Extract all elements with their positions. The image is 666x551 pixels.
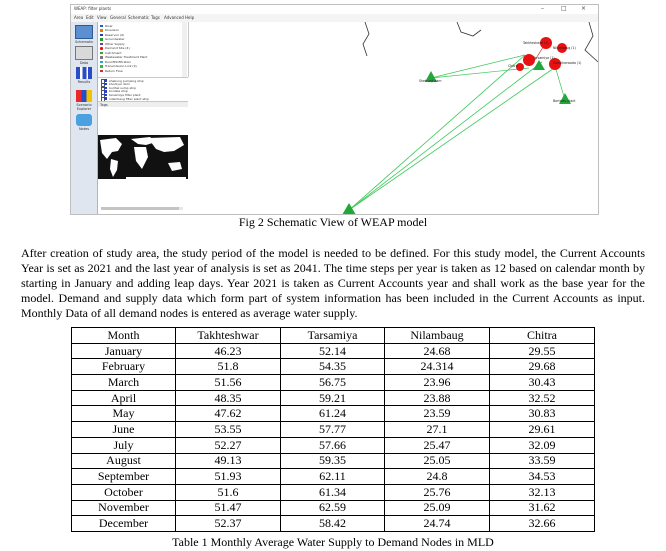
cell-month: December: [72, 516, 176, 532]
catchment-icon: [100, 52, 103, 55]
data-view-icon: [75, 46, 93, 60]
transmission-link-line: [349, 62, 542, 210]
map-label-kumbharwada: Kumbharwada (1): [553, 61, 582, 65]
layer-icon: [104, 87, 107, 89]
layer-icon: [104, 79, 107, 81]
layer-icon: [104, 90, 107, 92]
cell-value: 58.42: [281, 516, 385, 532]
runoff-icon: [100, 61, 103, 64]
notes-view-icon: [76, 114, 92, 126]
river-icon: [100, 25, 103, 28]
cell-value: 46.23: [176, 343, 281, 359]
transmission-link-icon: [100, 65, 103, 68]
schematic-drawing: [189, 22, 598, 214]
cell-value: 29.55: [490, 343, 595, 359]
table-row: [72, 422, 595, 438]
cell-value: 51.93: [176, 469, 281, 485]
table-row: [72, 484, 595, 500]
menu-help[interactable]: Help: [185, 15, 195, 20]
header-takhteshwar: Takhteshwar: [176, 328, 281, 344]
map-label-nilambaug: Nilambaug (1): [553, 46, 576, 50]
minimize-icon[interactable]: –: [541, 5, 544, 12]
cell-value: 30.83: [490, 406, 595, 422]
menu-area[interactable]: Area: [74, 15, 84, 20]
table-row: [72, 375, 595, 391]
results-view-icon: [76, 67, 92, 79]
header-month: Month: [72, 328, 176, 344]
cell-value: 25.47: [385, 437, 490, 453]
cell-value: 32.09: [490, 437, 595, 453]
cell-value: 62.11: [281, 469, 385, 485]
figure-caption: Fig 2 Schematic View of WEAP model: [238, 215, 428, 229]
weap-schematic-screenshot: [70, 4, 599, 215]
cell-value: 61.24: [281, 406, 385, 422]
area-boundary: [363, 22, 369, 56]
cell-value: 33.59: [490, 453, 595, 469]
transmission-link-line: [431, 68, 529, 78]
cell-month: January: [72, 343, 176, 359]
layers-list: shebung pumping stnp khodiyar dam budhel sump stnp borilala stnp tarsamiya filter plant nilambaug filter plant stnp: [98, 77, 188, 102]
menu-schematic[interactable]: Schematic: [128, 15, 149, 20]
table-row: [72, 359, 595, 375]
cell-value: 23.59: [385, 406, 490, 422]
weap-title-bar: [71, 5, 598, 14]
transmission-link-line: [349, 66, 557, 210]
area-boundary: [585, 22, 598, 62]
cell-value: 57.77: [281, 422, 385, 438]
cell-value: 25.09: [385, 500, 490, 516]
continent-antarctica: [126, 177, 186, 179]
overview-scrollbar[interactable]: [101, 207, 183, 210]
demand-site-icon: [100, 47, 103, 50]
cell-value: 47.62: [176, 406, 281, 422]
cell-value: 48.35: [176, 390, 281, 406]
map-label-bortalav: Bortalav plant: [553, 99, 576, 103]
cell-value: 32.13: [490, 484, 595, 500]
map-label-tarsamiya: Tarsamiya (1): [533, 56, 555, 60]
view-notes[interactable]: Notes: [75, 114, 93, 131]
cell-value: 24.8: [385, 469, 490, 485]
supply-node-bottom[interactable]: [342, 203, 356, 214]
table-row: [72, 516, 595, 532]
cell-month: October: [72, 484, 176, 500]
legend-scrollbar[interactable]: [182, 22, 187, 77]
diversion-icon: [100, 29, 103, 32]
cell-value: 57.66: [281, 437, 385, 453]
cell-month: November: [72, 500, 176, 516]
table-header-row: [72, 328, 595, 344]
layer-icon: [104, 83, 107, 85]
menu-advanced[interactable]: Advanced: [164, 15, 184, 20]
cell-value: 54.35: [281, 359, 385, 375]
tags-label: Tags: [100, 102, 108, 107]
view-schematic[interactable]: Schematic: [75, 25, 93, 44]
map-label-chitra: Chitra: [508, 64, 518, 68]
table-row: [72, 406, 595, 422]
cell-value: 62.59: [281, 500, 385, 516]
cell-month: August: [72, 453, 176, 469]
menu-tags[interactable]: Tags: [151, 15, 160, 20]
cell-value: 49.13: [176, 453, 281, 469]
cell-month: April: [72, 390, 176, 406]
cell-value: 56.75: [281, 375, 385, 391]
cell-value: 51.6: [176, 484, 281, 500]
view-results[interactable]: Results: [75, 67, 93, 84]
cell-month: February: [72, 359, 176, 375]
cell-value: 25.05: [385, 453, 490, 469]
cell-value: 52.27: [176, 437, 281, 453]
view-scenario-explorer[interactable]: Scenario Explorer: [75, 90, 93, 111]
cell-month: June: [72, 422, 176, 438]
cell-value: 32.52: [490, 390, 595, 406]
cell-value: 29.61: [490, 422, 595, 438]
view-data[interactable]: Data: [75, 46, 93, 65]
transmission-link-line: [555, 66, 565, 100]
body-paragraph: After creation of study area, the study period of the model is needed to be defined. For this study model, the Current Accounts Year is set as 2021 and the last year of analysis is set as 2041. The time steps per year is taken as 12 based on calendar month by starting in January and adding leap days. Year 2021 is taken as Current Accounts year and shall work as the base year for the model. Demand and supply data which form part of system information has been included in the Current Accounts as input. Monthly Data of all demand nodes is entered as average water supply.: [21, 246, 645, 320]
table-caption: Table 1 Monthly Average Water Supply to Demand Nodes in MLD: [172, 535, 494, 549]
cell-value: 24.314: [385, 359, 490, 375]
close-icon[interactable]: ×: [581, 5, 587, 12]
maximize-icon[interactable]: □: [561, 5, 567, 12]
cell-month: March: [72, 375, 176, 391]
cell-value: 31.62: [490, 500, 595, 516]
cell-value: 30.43: [490, 375, 595, 391]
cell-month: September: [72, 469, 176, 485]
map-label-takhteshwar: Takhteshwar (1): [523, 41, 549, 45]
table-row: [72, 437, 595, 453]
menu-view[interactable]: View: [97, 15, 107, 20]
cell-value: 59.35: [281, 453, 385, 469]
scenario-explorer-icon: [76, 90, 92, 102]
menu-edit[interactable]: Edit: [86, 15, 94, 20]
layer-icon: [104, 94, 107, 96]
cell-value: 51.56: [176, 375, 281, 391]
cell-value: 59.21: [281, 390, 385, 406]
cell-month: May: [72, 406, 176, 422]
cell-value: 32.66: [490, 516, 595, 532]
cell-value: 61.34: [281, 484, 385, 500]
header-nilambaug: Nilambaug: [385, 328, 490, 344]
overview-map[interactable]: [98, 107, 188, 214]
cell-value: 52.37: [176, 516, 281, 532]
cell-value: 27.1: [385, 422, 490, 438]
cell-value: 24.74: [385, 516, 490, 532]
header-tarsamiya: Tarsamiya: [281, 328, 385, 344]
area-boundary: [457, 22, 481, 36]
groundwater-icon: [100, 38, 103, 41]
menu-general[interactable]: General: [110, 15, 126, 20]
other-supply-icon: [100, 43, 103, 46]
cell-value: 24.68: [385, 343, 490, 359]
overview-scroll-thumb[interactable]: [101, 207, 179, 210]
view-bar: [71, 22, 98, 214]
cell-value: 23.88: [385, 390, 490, 406]
layer-icon: [104, 97, 107, 99]
schematic-view-icon: [75, 25, 93, 39]
world-map-thumbnail: [98, 107, 188, 207]
cell-value: 34.53: [490, 469, 595, 485]
table-row: [72, 343, 595, 359]
cell-month: July: [72, 437, 176, 453]
cell-value: 25.76: [385, 484, 490, 500]
table-row: [72, 453, 595, 469]
schematic-canvas[interactable]: [189, 22, 598, 214]
table-row: [72, 390, 595, 406]
table-row: [72, 469, 595, 485]
reservoir-icon: [100, 34, 103, 37]
return-flow-icon: [100, 70, 103, 73]
cell-value: 29.68: [490, 359, 595, 375]
cell-value: 51.8: [176, 359, 281, 375]
table-row: [72, 500, 595, 516]
wastewater-plant-icon: [100, 56, 103, 59]
element-legend: River Diversion Reservoir (0) Groundwater Other Supply Demand Site (4) Catchment Wastewater Treatment Plant Runoff/Infiltration Transmission Link (9) Return Flow: [98, 22, 189, 77]
cell-value: 52.14: [281, 343, 385, 359]
map-label-shetrunji: Shetrunji dam: [419, 79, 442, 83]
header-chitra: Chitra: [490, 328, 595, 344]
weap-window-title: WEAP: filter plants: [74, 6, 112, 11]
cell-value: 23.96: [385, 375, 490, 391]
cell-value: 51.47: [176, 500, 281, 516]
weap-menu-bar: [71, 14, 598, 22]
water-supply-table: [71, 327, 595, 532]
cell-value: 53.55: [176, 422, 281, 438]
